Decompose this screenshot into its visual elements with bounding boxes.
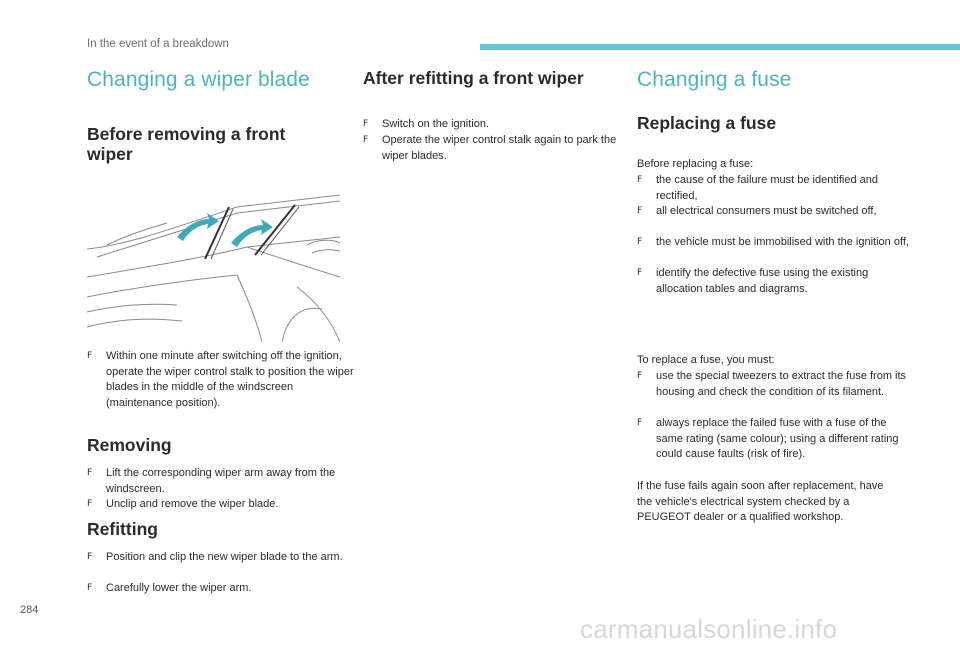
bullet-text: Unclip and remove the wiper blade. [106,498,279,510]
bullet-text: Switch on the ignition. [382,118,490,130]
list-item [87,349,358,412]
bullet-marker: F [87,351,93,361]
bullet-text: identify the defective fuse using the existing allocation tables and diagrams. [656,267,869,295]
bullet-marker: F [637,268,643,278]
wiper-illustration [87,187,340,342]
bullet-marker: F [87,499,93,509]
bullet-text: Lift the corresponding wiper arm away from the windscreen. [106,467,336,495]
list-item [637,235,911,251]
list-item [637,204,911,220]
bullet-text: all electrical consumers must be switched off, [656,205,877,217]
bullet-text: Operate the wiper control stalk again to park the wiper blades. [382,134,617,162]
heading-removing: Removing [87,435,172,455]
fuse-intro-2: To replace a fuse, you must: [637,354,775,366]
header-accent-bar [480,44,960,50]
bullet-text: the cause of the failure must be identified and rectified, [656,174,878,202]
fuse-intro: Before replacing a fuse: [637,158,754,170]
list-item [87,497,358,513]
section-header: In the event of a breakdown [87,38,229,50]
title-changing-fuse: Changing a fuse [637,68,792,91]
bullet-marker: F [87,552,93,562]
fuse-outro: If the fuse fails again soon after replacement, have the vehicle's electrical system checked by a PEUGEOT dealer or a qualified workshop. [637,480,884,524]
bullet-text: use the special tweezers to extract the fuse from its housing and check the condition of its filament. [656,370,907,398]
list-item [87,550,358,566]
list-item [637,416,911,463]
bullet-marker: F [637,175,643,185]
list-item [87,466,358,497]
bullet-marker: F [637,371,643,381]
title-changing-wiper-blade: Changing a wiper blade [87,68,310,91]
bullet-marker: F [87,468,93,478]
heading-refitting: Refitting [87,519,158,539]
list-item [637,266,911,297]
bullet-marker: F [637,237,643,247]
list-item [363,117,632,133]
heading-replacing-fuse: Replacing a fuse [637,113,777,133]
list-item [637,369,911,400]
page-number: 284 [20,604,39,616]
bullet-marker: F [363,119,369,129]
bullet-text: always replace the failed fuse with a fuse of the same rating (same colour); using a different rating could cause faults (risk of fire). [656,417,899,461]
bullet-text: Within one minute after switching off the ignition, operate the wiper control stalk to position the wiper blades in the middle of the windscreen (maintenance position). [106,350,354,410]
bullet-marker: F [87,583,93,593]
heading-after-refitting: After refitting a front wiper [363,68,584,88]
bullet-text: the vehicle must be immobilised with the ignition off, [656,236,909,248]
list-item [87,581,358,597]
bullet-marker: F [637,206,643,216]
watermark: carmanualsonline.info [580,614,838,644]
bullet-marker: F [637,418,643,428]
bullet-text: Carefully lower the wiper arm. [106,582,252,594]
heading-before-removing: Before removing a front wiper [87,124,286,164]
bullet-marker: F [363,135,369,145]
list-item [363,133,632,164]
list-item [637,173,911,204]
bullet-text: Position and clip the new wiper blade to the arm. [106,551,343,563]
